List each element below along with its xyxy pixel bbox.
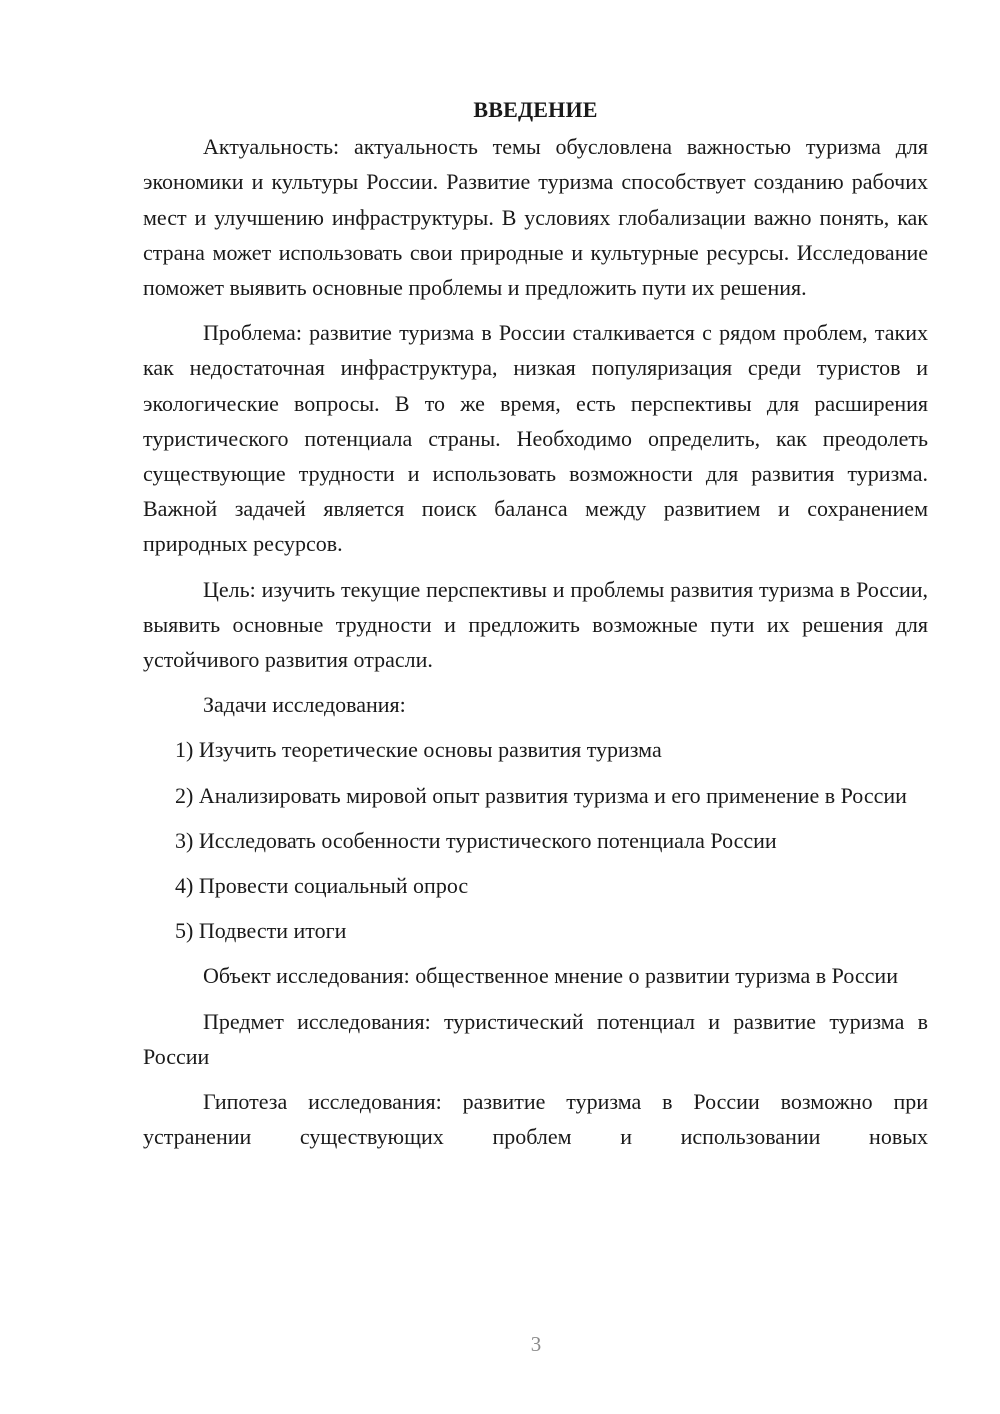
paragraph-object: Объект исследования: общественное мнение о развитии туризма в России [203,963,898,989]
task-item-3: 3) Исследовать особенности туристического потенциала России [175,827,777,853]
task-item-5: 5) Подвести итоги [175,918,347,944]
paragraph-relevance: Актуальность: актуальность темы обусловлена важностью туризма для экономики и культуры России. Развитие туризма способствует созданию рабочих мест и улучшению инфраструктуры. В условиях глобализации важно понять, как страна может использовать свои природные и культурные ресурсы. Исследование поможет выявить основные проблемы и предложить пути их решения. [143,134,928,301]
page-number: 3 [530,1332,542,1356]
task-item-4: 4) Провести социальный опрос [175,873,469,899]
paragraph-subject: Предмет исследования: туристический потенциал и развитие туризма в России [143,1008,928,1069]
task-item-1: 1) Изучить теоретические основы развития туризма [175,737,662,763]
tasks-heading: Задачи исследования: [203,692,406,718]
section-title: ВВЕДЕНИЕ [473,97,598,122]
paragraph-goal: Цель: изучить текущие перспективы и проблемы развития туризма в России, выявить основные трудности и предложить возможные пути их решения для устойчивого развития отрасли. [143,576,928,673]
paragraph-hypothesis: Гипотеза исследования: развитие туризма в России возможно при устранении существующих проблем и использовании новых [143,1089,928,1150]
page-content [143,92,928,1164]
task-item-2: 2) Анализировать мировой опыт развития туризма и его применение в России [175,782,907,808]
paragraph-problem: Проблема: развитие туризма в России сталкивается с рядом проблем, таких как недостаточная инфраструктура, низкая популяризация среди туристов и экологические вопросы. В то же время, есть перспективы для расширения туристического потенциала страны. Необходимо определить, как преодолеть существующие трудности и использовать возможности для развития туризма. Важной задачей является поиск баланса между развитием и сохранением природных ресурсов. [143,320,928,557]
